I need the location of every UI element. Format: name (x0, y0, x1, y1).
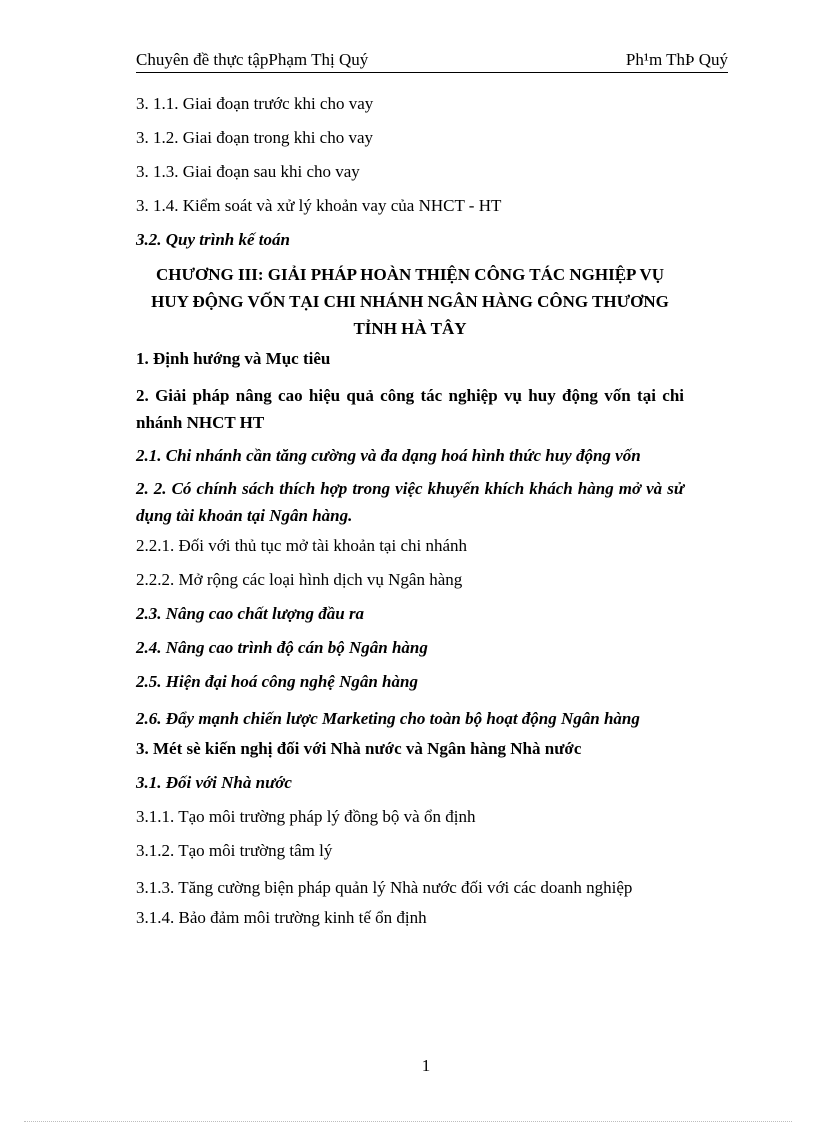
toc-item: 3.1.4. Bảo đảm môi trường kinh tế ổn định (136, 908, 427, 927)
toc-item: 1. Định hướng và Mục tiêu (136, 349, 331, 368)
toc-item: 2.5. Hiện đại hoá công nghệ Ngân hàng (136, 672, 418, 691)
toc-item: 3.2. Quy trình kế toán (136, 230, 290, 249)
page-number: 1 (421, 1056, 431, 1075)
toc-item: 2. Giải pháp nâng cao hiệu quả công tác nghiệp vụ huy động vốn tại chi nhánh NHCT HT (136, 386, 684, 432)
toc-item: 2.2.1. Đối với thủ tục mở tài khoản tại chi nhánh (136, 536, 468, 555)
toc-item: 3.1.3. Tăng cường biện pháp quản lý Nhà nước đối với các doanh nghiệp (136, 878, 633, 897)
page-header (136, 50, 728, 73)
toc-item: 3. 1.2. Giai đoạn trong khi cho vay (136, 128, 374, 147)
table-of-contents (136, 93, 684, 941)
toc-item: 2.1. Chi nhánh cần tăng cường và đa dạng hoá hình thức huy động vốn (136, 446, 641, 465)
toc-item: 3.1. Đối với Nhà nước (136, 773, 292, 792)
toc-item: 3. 1.4. Kiểm soát và xử lý khoản vay của NHCT - HT (136, 196, 502, 215)
header-left-text: Chuyên đề thực tậpPhạm Thị Quý (136, 50, 369, 69)
page-bottom-divider (24, 1121, 792, 1122)
chapter-heading: CHƯƠNG III: GIẢI PHÁP HOÀN THIỆN CÔNG TÁC NGHIỆP VỤ HUY ĐỘNG VỐN TẠI CHI NHÁNH NGÂN HÀNG CÔNG THƯƠNG TỈNH HÀ TÂY (151, 265, 669, 338)
toc-item: 3. 1.1. Giai đoạn trước khi cho vay (136, 94, 374, 113)
toc-item: 3.1.1. Tạo môi trường pháp lý đồng bộ và ổn định (136, 807, 476, 826)
toc-item: 2.4. Nâng cao trình độ cán bộ Ngân hàng (136, 638, 428, 657)
header-right-text: Ph¹m ThÞ Quý (625, 50, 728, 69)
toc-item: 2.2.2. Mở rộng các loại hình dịch vụ Ngân hàng (136, 570, 463, 589)
toc-item: 3.1.2. Tạo môi trường tâm lý (136, 841, 333, 860)
toc-item: 2. 2. Có chính sách thích hợp trong việc khuyến khích khách hàng mở và sử dụng tài khoản tại Ngân hàng. (136, 479, 684, 525)
toc-item: 2.6. Đẩy mạnh chiến lược Marketing cho toàn bộ hoạt động Ngân hàng (136, 709, 640, 728)
toc-item: 2.3. Nâng cao chất lượng đầu ra (136, 604, 365, 623)
toc-item: 3. Mét sè kiến nghị đối với Nhà nước và Ngân hàng Nhà nước (136, 739, 582, 758)
toc-item: 3. 1.3. Giai đoạn sau khi cho vay (136, 162, 360, 181)
